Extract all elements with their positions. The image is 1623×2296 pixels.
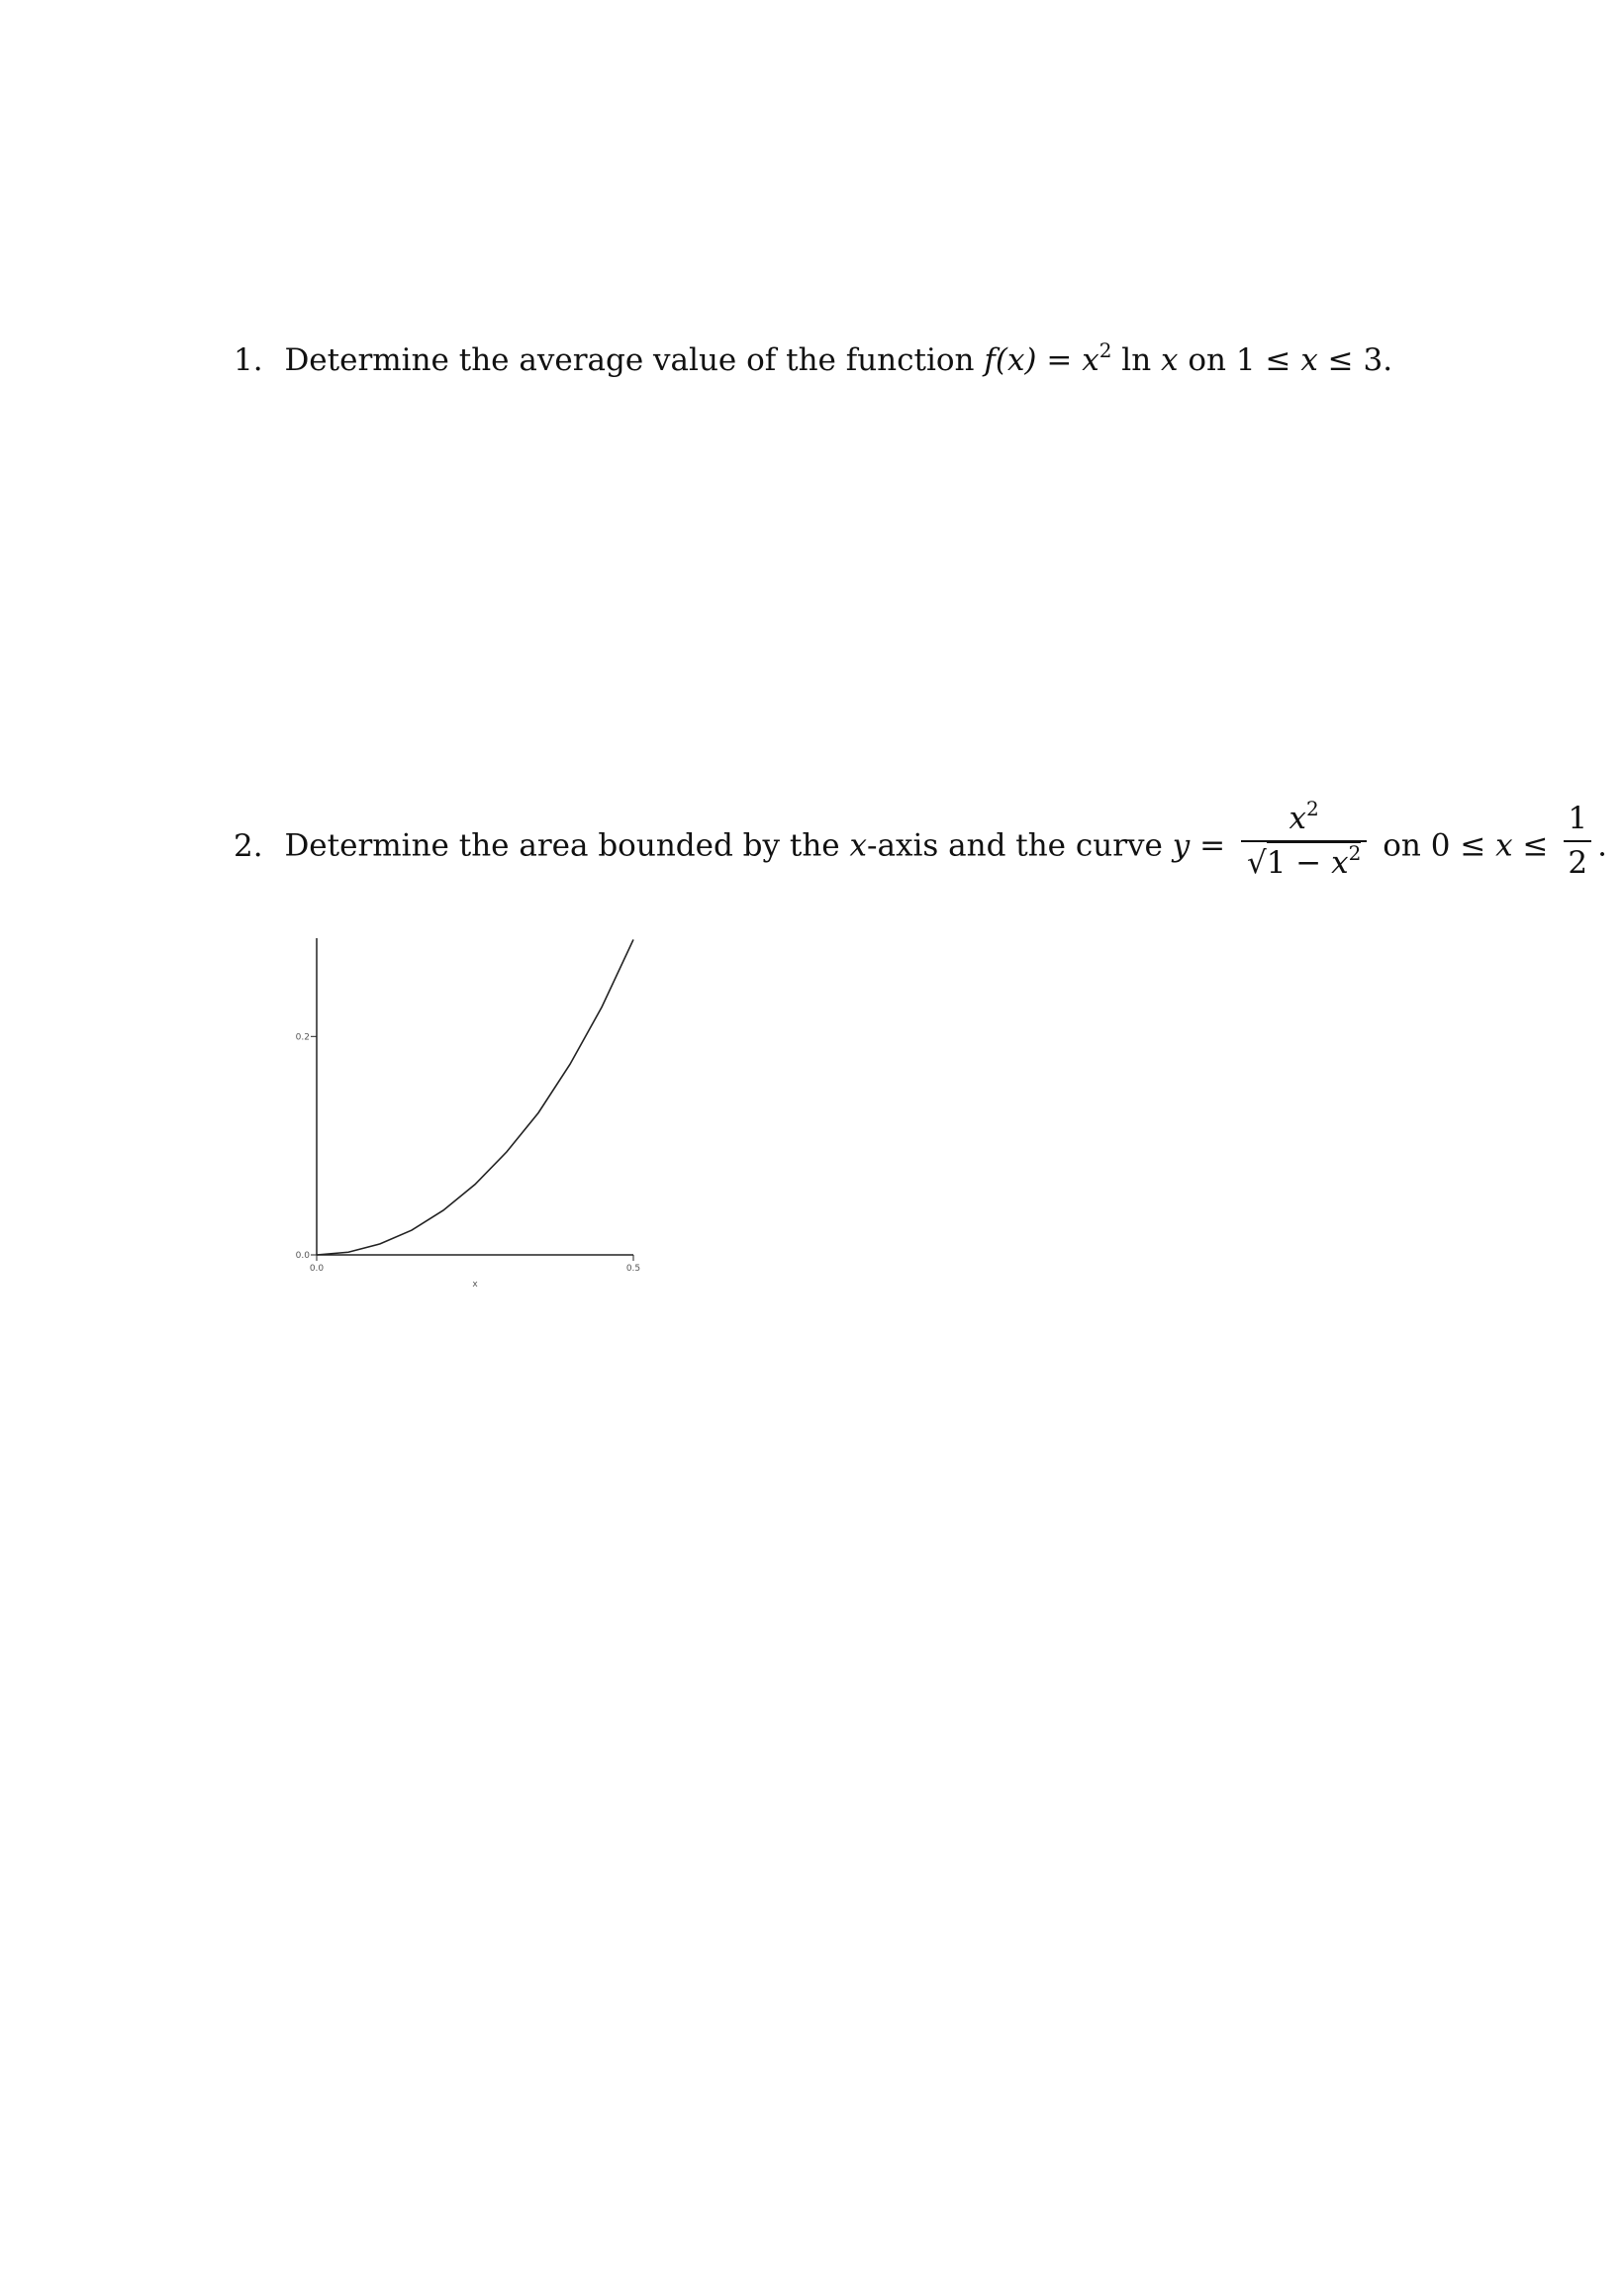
radicand — [1267, 841, 1362, 881]
problem-text-mid: -axis and the curve — [867, 827, 1163, 864]
curve-plot — [277, 930, 673, 1306]
problem-text: Determine the area bounded by the — [284, 827, 840, 864]
text-on: on — [1188, 342, 1227, 378]
math-x: x — [1082, 342, 1099, 378]
math-x: x — [1289, 801, 1307, 836]
x-tick-label: 0.5 — [625, 1264, 641, 1274]
math-le: ≤ — [1265, 342, 1291, 378]
math-equals: = — [1199, 827, 1226, 864]
math-le: ≤ — [1522, 827, 1549, 864]
text-on: on — [1383, 827, 1421, 864]
fraction-numerator — [1241, 797, 1367, 842]
math-f: f — [984, 342, 996, 378]
period: . — [1597, 827, 1607, 864]
range-var: x — [1495, 827, 1513, 864]
fraction-numerator: 1 — [1564, 804, 1591, 842]
curve-line — [317, 939, 633, 1255]
math-y: y — [1172, 827, 1191, 864]
fraction-denominator — [1241, 842, 1367, 879]
x-axis-label: x — [472, 1280, 478, 1290]
range-high: 3. — [1363, 342, 1393, 378]
problem-number: 2. — [234, 827, 263, 864]
math-equals: = — [1046, 342, 1073, 378]
y-tick-label: 0.0 — [295, 1251, 310, 1261]
fraction-curve — [1241, 797, 1367, 881]
math-ln: ln — [1121, 342, 1152, 378]
problem-number: 1. — [234, 342, 263, 378]
math-x: x — [849, 827, 867, 864]
math-le: ≤ — [1327, 342, 1354, 378]
problem-1 — [234, 338, 1393, 378]
math-exponent: 2 — [1098, 338, 1112, 362]
axis-ticks — [296, 1032, 640, 1274]
fraction-half — [1564, 801, 1591, 881]
math-x: x — [1161, 342, 1179, 378]
radicand-text: 1 − — [1266, 845, 1332, 881]
y-tick-label: 0.2 — [295, 1032, 310, 1043]
x-tick-label: 0.0 — [309, 1264, 325, 1274]
problem-text: Determine the average value of the function — [284, 342, 975, 378]
math-le: ≤ — [1460, 827, 1486, 864]
fraction-denominator: 2 — [1568, 845, 1588, 881]
problem-2 — [234, 797, 1607, 885]
math-arg: (x) — [995, 342, 1037, 378]
math-exponent: 2 — [1348, 841, 1362, 865]
range-low: 1 — [1235, 342, 1256, 378]
range-low: 0 — [1430, 827, 1451, 864]
math-x: x — [1331, 845, 1349, 881]
math-exponent: 2 — [1306, 797, 1319, 820]
radical-sign: √ — [1246, 845, 1267, 881]
range-var: x — [1300, 342, 1318, 378]
